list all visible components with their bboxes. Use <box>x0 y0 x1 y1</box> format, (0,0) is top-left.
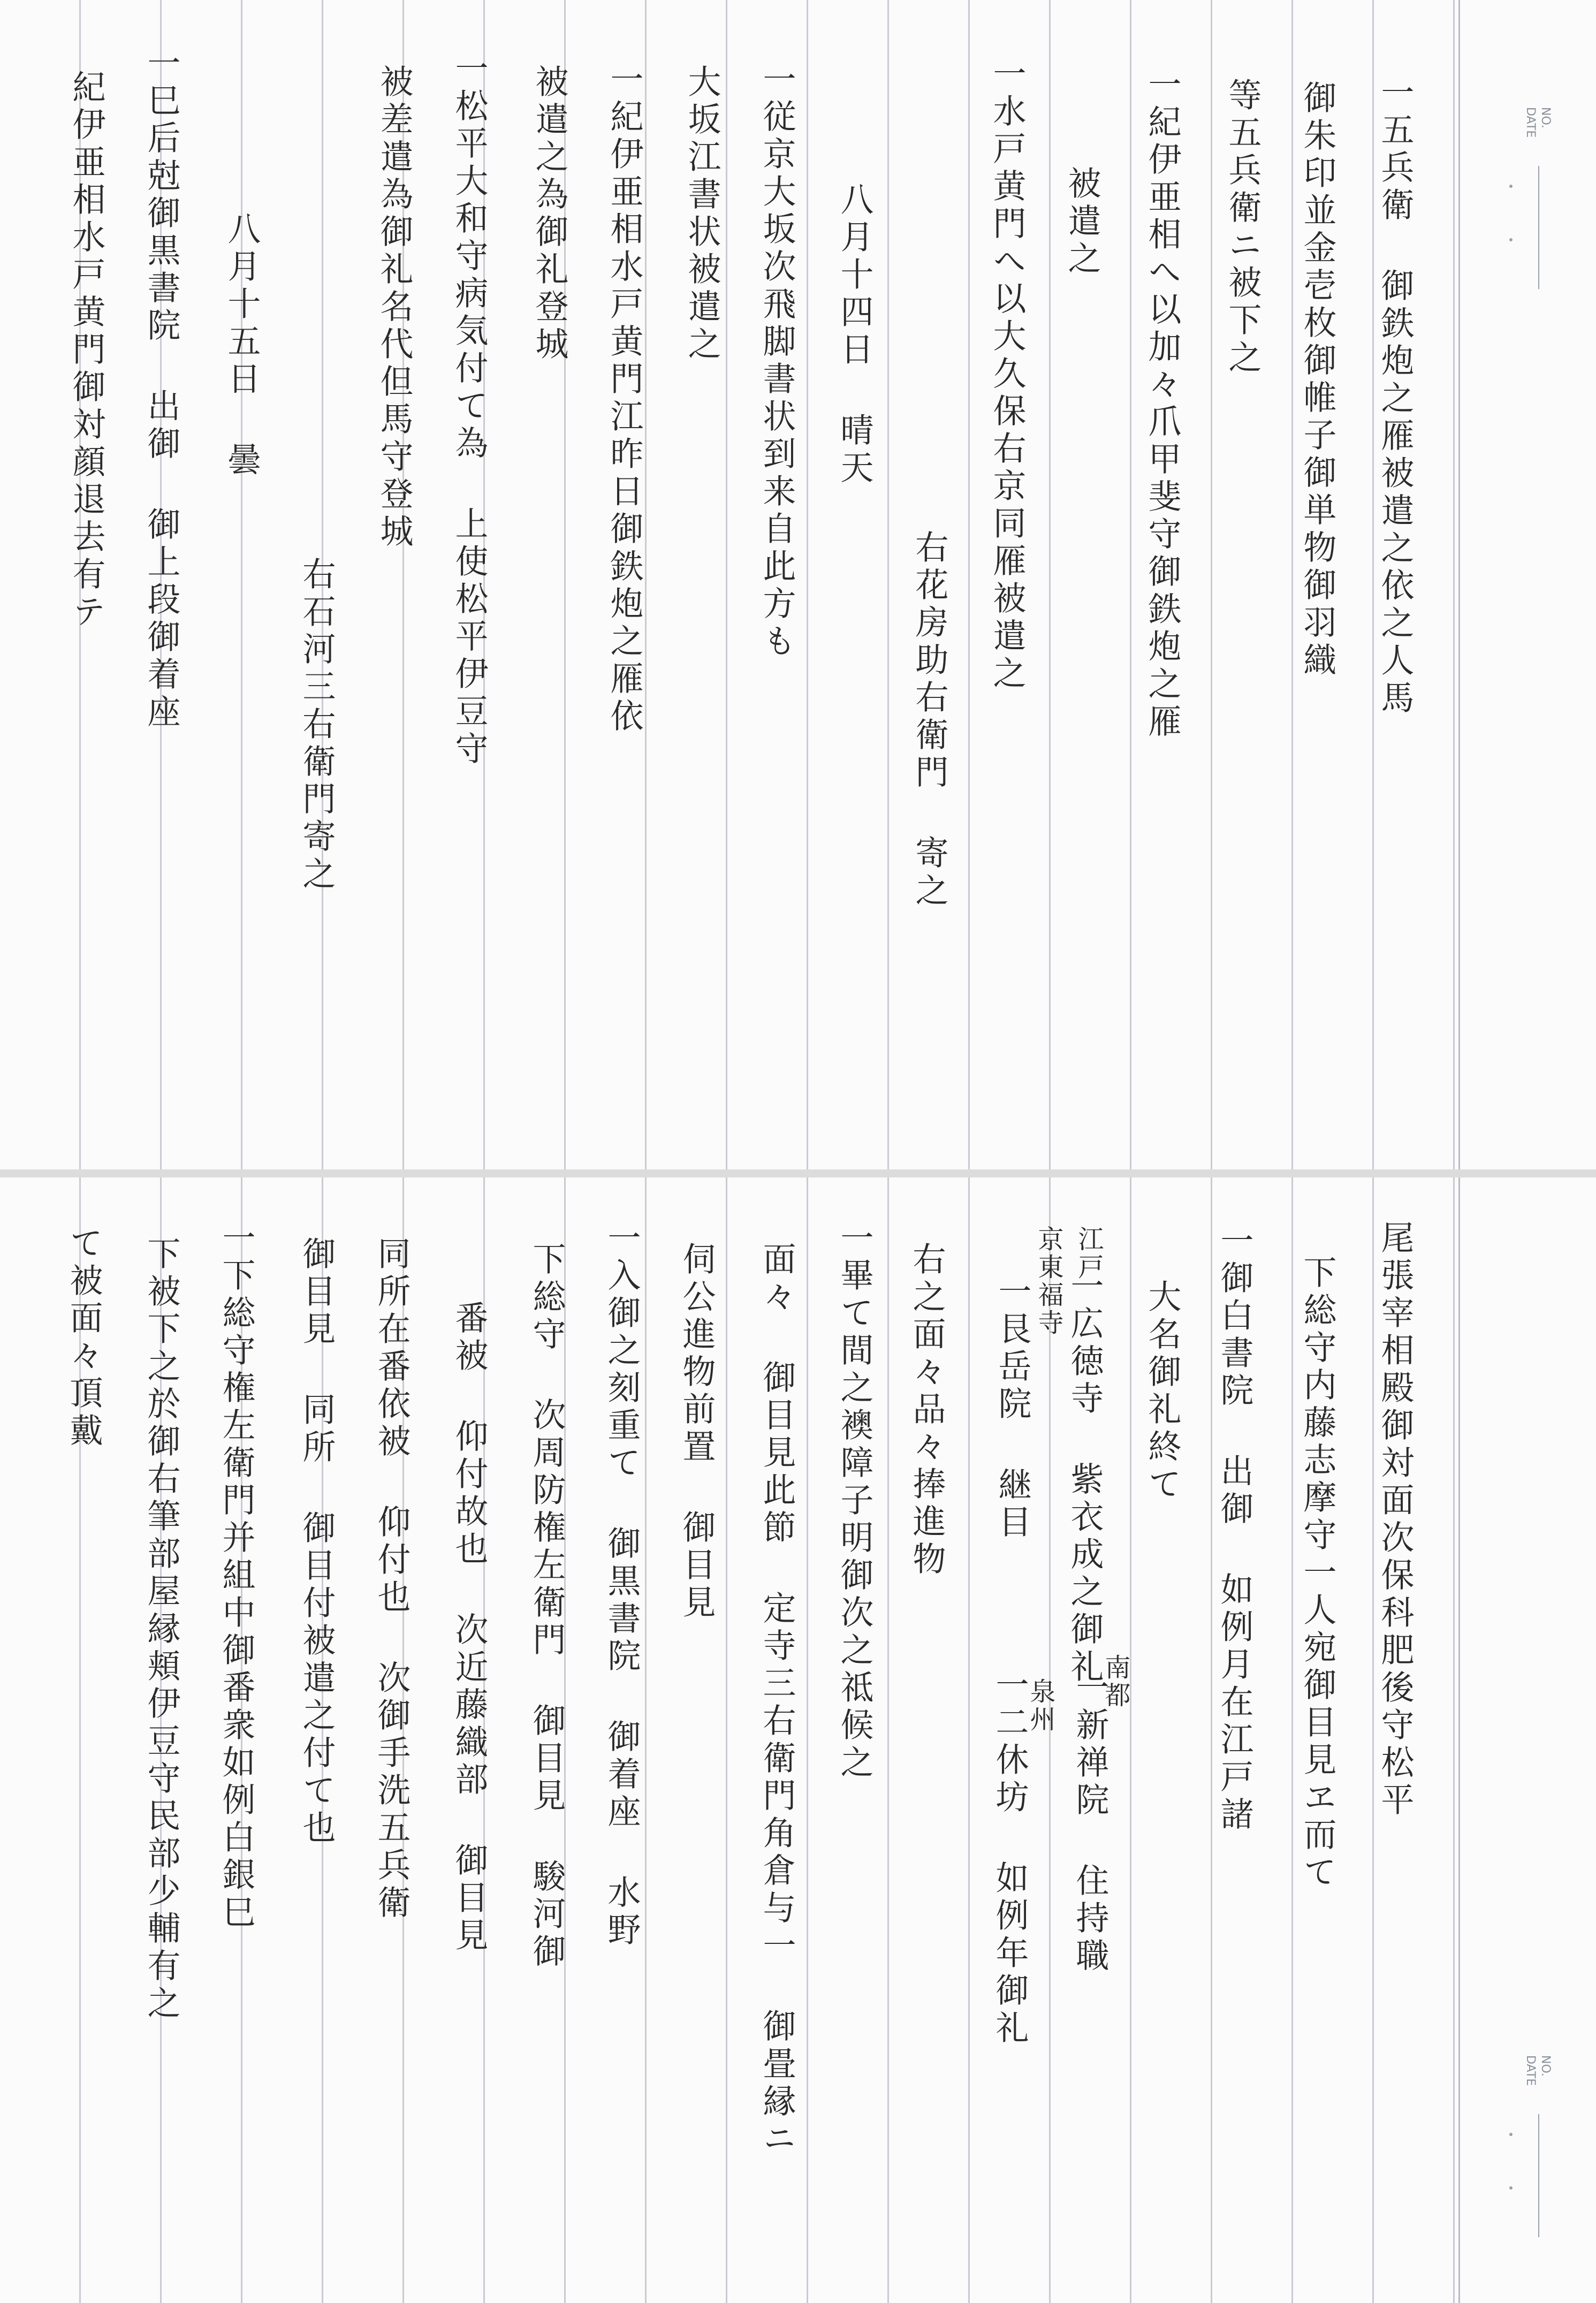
text-column: 面々 御目見此節 定寺三右衛門角倉与一 御畳縁ニ <box>757 1242 796 2158</box>
text-column: 一下総守権左衛門并組中御番衆如例白銀巳 <box>217 1220 256 1932</box>
text-column: 一従京大坂次飛脚書状到来自此方も <box>757 62 796 661</box>
text-column: 右石河三右衛門寄之 <box>297 557 336 894</box>
text-column: 一松平大和守病気付て為 上使松平伊豆守 <box>450 51 489 769</box>
text-column: 一二休坊 如例年御礼 <box>990 1667 1029 2048</box>
text-column: 番被 仰付故也 次近藤織部 御目見 <box>450 1301 489 1955</box>
text-column: 一御白書院 出御 如例月在江戸諸 <box>1215 1223 1254 1834</box>
page-gutter <box>0 1169 1596 1177</box>
no-date-header <box>1493 96 1568 310</box>
text-column: 一畢て間之襖障子明御次之祗候之 <box>835 1220 874 1782</box>
no-label: NO. <box>1539 2055 1552 2077</box>
text-column: 南都 <box>1100 1654 1130 1709</box>
text-column: 一広徳寺 紫衣成之御礼 <box>1065 1268 1104 1686</box>
text-column: 伺公進物前置 御目見 <box>677 1242 716 1622</box>
text-column: 大名御礼終て <box>1143 1279 1182 1504</box>
text-column: 一紀伊亜相へ以加々爪甲斐守御鉄炮之雁 <box>1143 67 1182 741</box>
date-label: DATE <box>1524 107 1537 138</box>
text-column: 御朱印並金壱枚御帷子御単物御羽織 <box>1298 80 1337 680</box>
text-column: 被遣之 <box>1062 166 1101 278</box>
text-column: 一五兵衛 御鉄炮之雁被遣之依之人馬 <box>1375 75 1415 718</box>
text-column: 一新禅院 住持職 <box>1070 1670 1109 1975</box>
date-line <box>1538 166 1539 289</box>
date-line <box>1538 2114 1539 2237</box>
text-column: 京東福寺 <box>1033 1226 1063 1337</box>
text-column: 八月十五日 曇 <box>222 211 261 480</box>
text-column: 御目見 同所 御目付被遣之付て也 <box>297 1236 336 1848</box>
text-column: 紀伊亜相水戸黄門御対顔退去有テ <box>67 70 106 632</box>
text-column: 八月十四日 晴天 <box>835 182 874 488</box>
text-column: 右之面々品々捧進物 <box>907 1242 946 1579</box>
text-column: 被差遣為御礼名代但馬守登城 <box>375 64 414 551</box>
text-column: 江戸 <box>1074 1226 1104 1281</box>
no-date-header <box>1493 2044 1568 2259</box>
text-column: 下総守 次周防権左衛門 御目見 駿河御 <box>527 1242 566 1971</box>
text-column: 尾張宰相殿御対面次保科肥後守松平 <box>1375 1220 1415 1820</box>
text-column: 一水戸黄門へ以大久保右京同雁被遣之 <box>987 56 1027 693</box>
text-column: 下被下之於御右筆部屋縁頬伊豆守民部少輔有之 <box>142 1236 181 2023</box>
text-column: 一入御之刻重て 御黒書院 御着座 水野 <box>602 1220 641 1950</box>
text-column: 一巳后尅御黒書院 出御 御上段御着座 <box>142 45 181 732</box>
text-column: 一艮岳院 継目 <box>993 1274 1032 1542</box>
text-column: 等五兵衛ニ被下之 <box>1223 78 1262 377</box>
text-column: 被遣之為御礼登城 <box>530 64 569 364</box>
text-column: 下総守内藤志摩守一人宛御目見ヱ而て <box>1298 1255 1337 1892</box>
text-column: 同所在番依被 仰付也 次御手洗五兵衛 <box>372 1236 411 1922</box>
text-column: 泉州 <box>1025 1678 1055 1734</box>
text-column: て被面々頂戴 <box>64 1226 103 1450</box>
text-column: 大坂江書状被遣之 <box>682 64 721 364</box>
text-column: 一紀伊亜相水戸黄門江昨日御鉄炮之雁依 <box>605 62 644 736</box>
date-label: DATE <box>1524 2055 1537 2086</box>
text-column: 右花房助右衛門 寄之 <box>910 530 949 910</box>
no-label: NO. <box>1539 107 1552 128</box>
